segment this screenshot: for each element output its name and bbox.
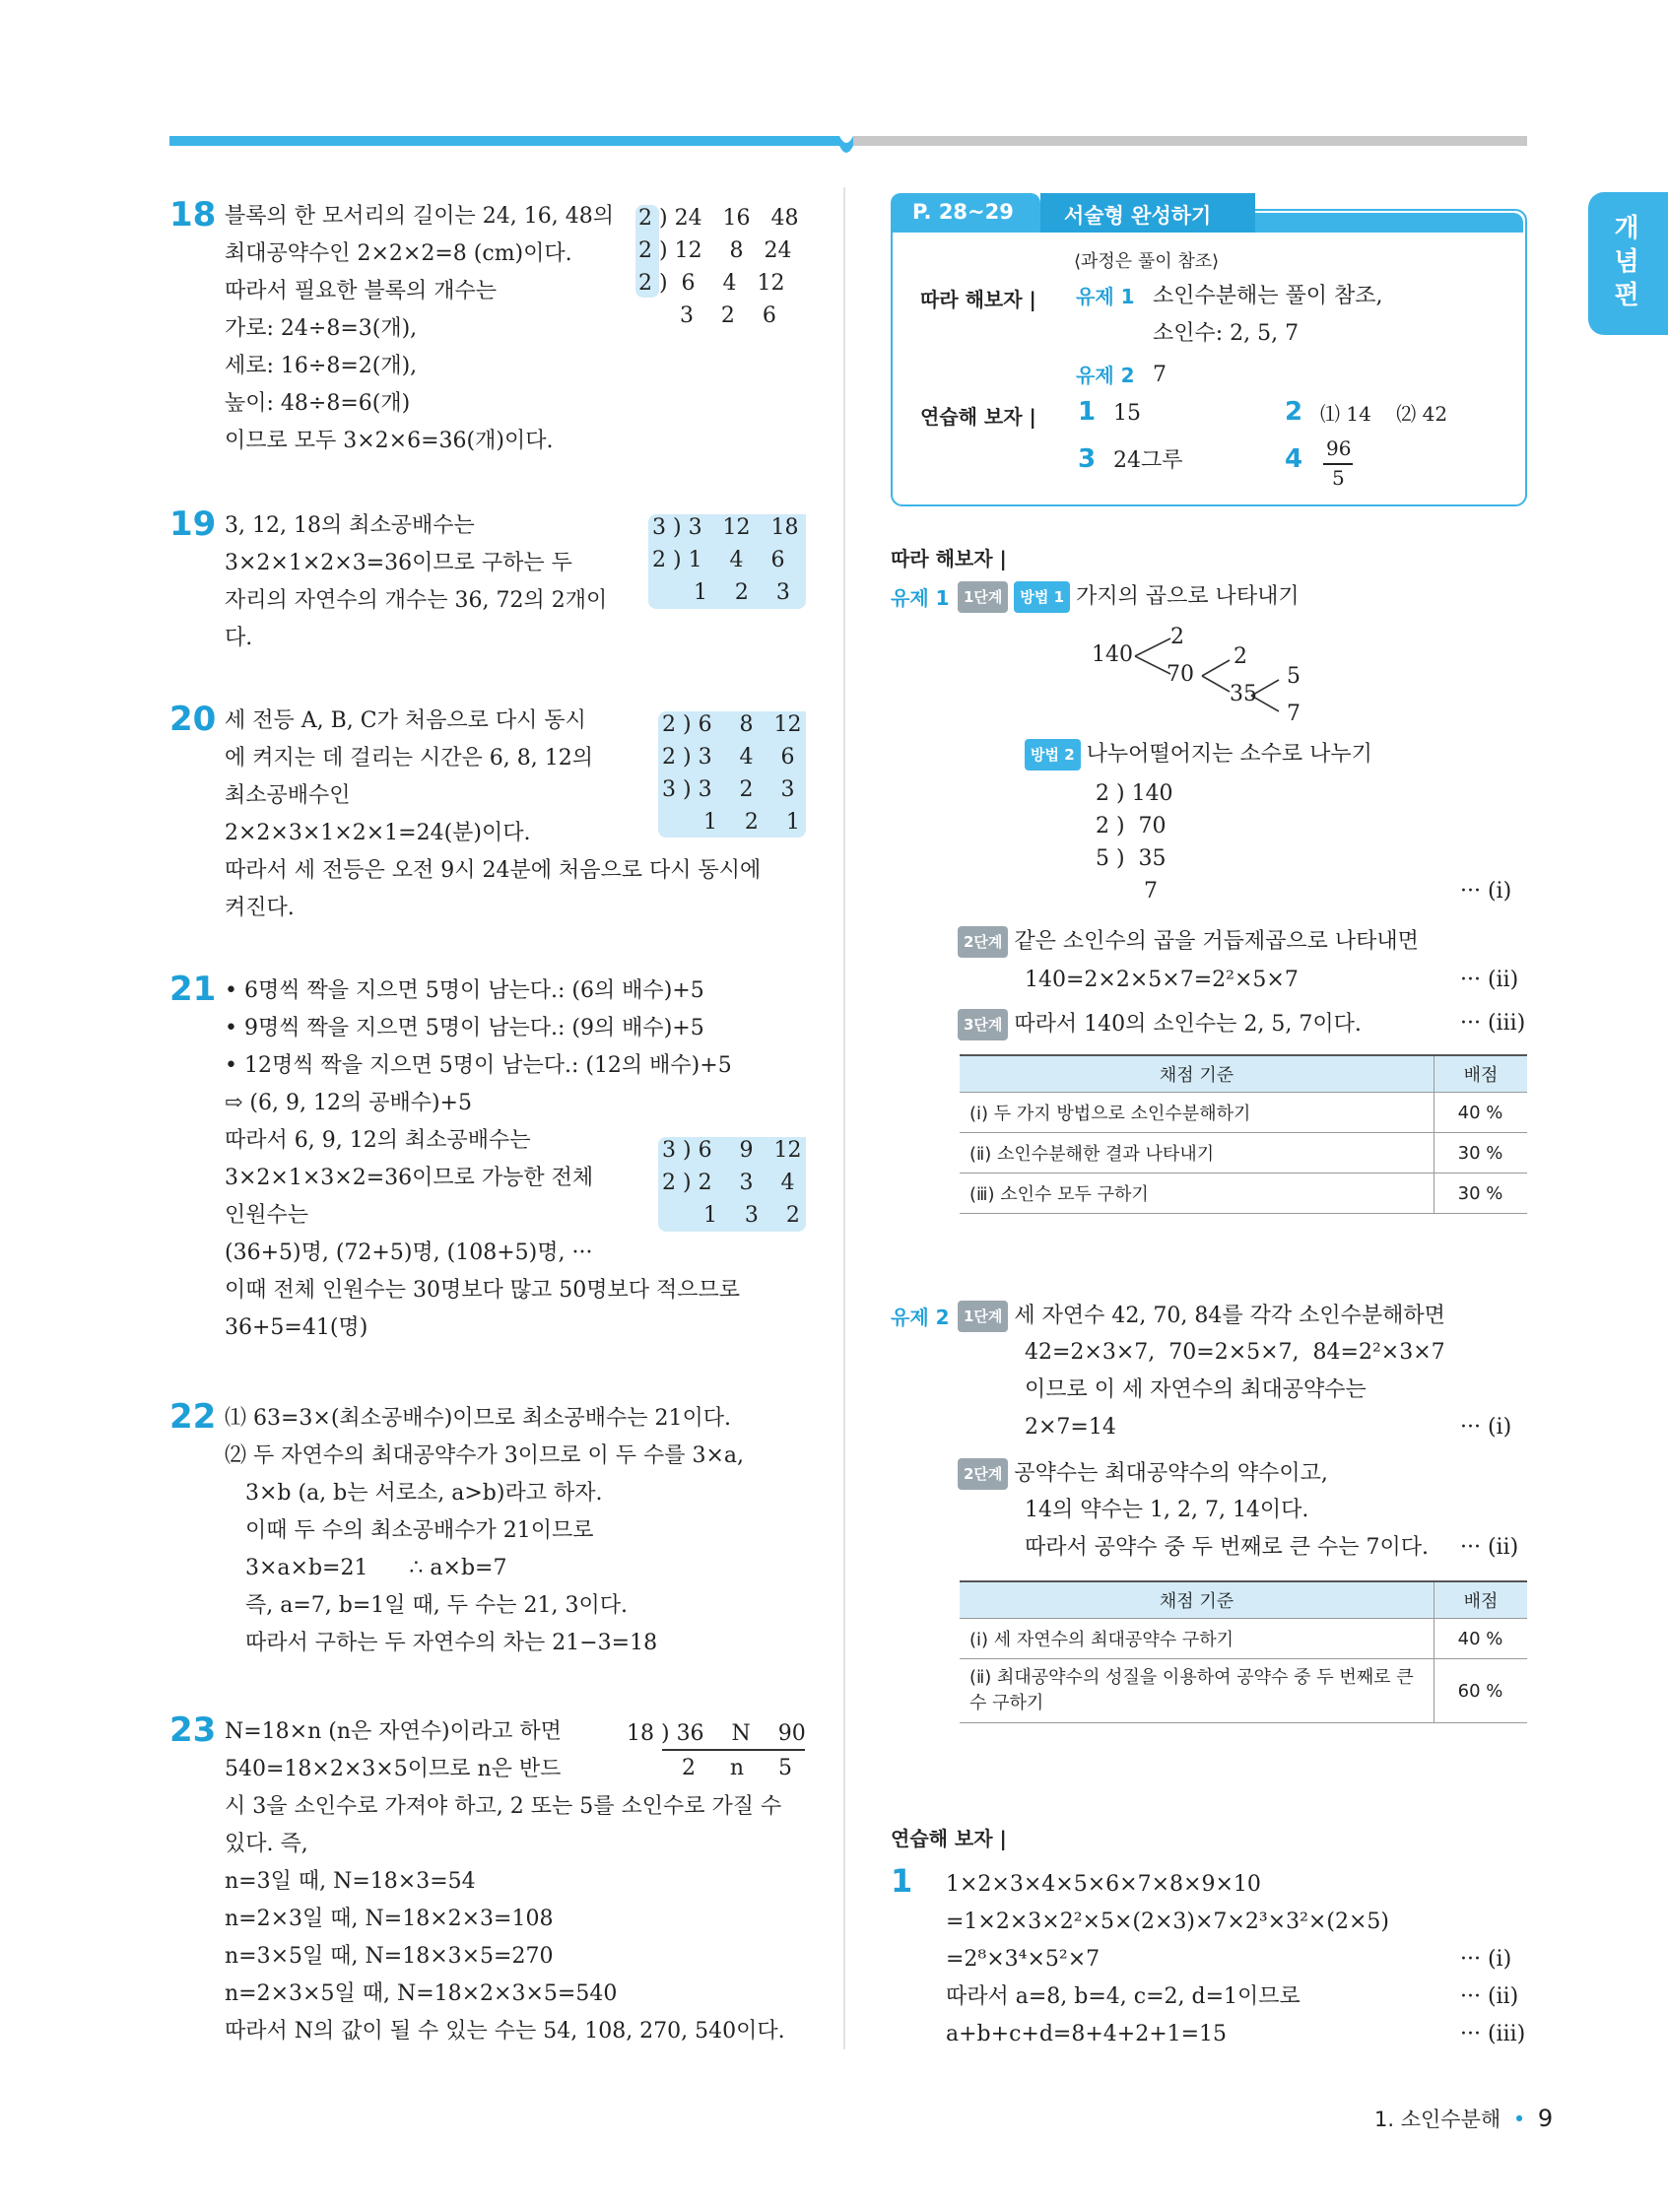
text-line: 가로: 24÷8=3(개), [225,316,418,341]
method-text: 나누어떨어지는 소수로 나누기 [1086,742,1372,767]
method-badge: 방법 2 [1025,739,1081,771]
practice-line: 따라서 a=8, b=4, c=2, d=1이므로 [946,1984,1301,2009]
table-header: 배점 [1434,1055,1528,1093]
mark-i: ··· (ⅰ) [1460,1947,1512,1972]
side-tab [1588,192,1668,335]
practice-line: a+b+c+d=8+4+2+1=15 [946,2022,1228,2046]
table-cell: (ⅰ) 세 자연수의 최대공약수 구하기 [960,1619,1434,1659]
page-range-label: P. 28~29 [912,200,1014,224]
text-line: 시 3을 소인수로 가져야 하고, 2 또는 5를 소인수로 가질 수 [225,1794,782,1819]
ex2-equation: 42=2×3×7, 70=2×5×7, 84=2²×3×7 [1025,1340,1445,1365]
method-text: 가지의 곱으로 나타내기 [1076,584,1300,609]
answer-number: 1 [1078,397,1097,427]
ex1-label: 유제 1 [1076,285,1135,308]
follow-heading: 따라 해보자 | [891,547,1007,570]
tree-node: 2 [1170,625,1184,649]
ladder-row: 5 ) 35 [1096,846,1167,871]
mark-iii: ··· (ⅲ) [1460,1011,1526,1036]
text-line: 이때 두 수의 최소공배수가 21이므로 [225,1518,594,1543]
scoring-table-2 [960,1580,1527,1723]
ladder-row: 2 ) 6 8 12 [662,712,802,737]
mark-ii: ··· (ⅱ) [1460,1984,1519,2009]
text-line: n=3×5일 때, N=18×3×5=270 [225,1944,554,1969]
ex2-text: 따라서 공약수 중 두 번째로 큰 수는 7이다. [1025,1535,1429,1560]
ladder-row: 1 2 1 [662,810,800,835]
table-cell: 30 % [1434,1133,1528,1173]
ladder-row: 1 3 2 [662,1203,800,1228]
ladder-row: 2 ) 140 [1096,781,1173,806]
table-cell: 40 % [1434,1093,1528,1133]
ladder-row: 3 ) 3 12 18 [652,515,799,540]
mark-i: ··· (ⅰ) [1460,879,1512,904]
ladder-row: 18 ) 36 N 90 [627,1721,806,1746]
table-cell: 60 % [1434,1659,1528,1723]
text-line: 세로: 16÷8=2(개), [225,354,418,378]
answer-value: 24그루 [1113,448,1183,473]
ladder-rule [662,1749,805,1751]
text-line: 540=18×2×3×5이므로 n은 반드 [225,1757,562,1781]
step-text: 따라서 140의 소인수는 2, 5, 7이다. [1014,1012,1362,1037]
follow-label: 따라 해보자 | [920,288,1036,311]
side-tab-label: 개념편 [1614,214,1639,310]
method-badge: 방법 1 [1014,581,1070,613]
table-cell: (ⅱ) 소인수분해한 결과 나타내기 [960,1133,1434,1173]
top-bar-right [853,136,1527,146]
text-line: n=2×3×5일 때, N=18×2×3×5=540 [225,1981,618,2006]
practice-line: =1×2×3×2²×5×(2×3)×7×2³×3²×(2×5) [946,1910,1389,1934]
method2-row [1025,739,1372,771]
ex2-text: 14의 약수는 1, 2, 7, 14이다. [1025,1498,1309,1522]
ladder-row: 2 ) 6 4 12 [638,271,785,296]
practice-heading: 연습해 보자 | [891,1827,1007,1850]
ex2-label: 유제 2 [891,1306,950,1329]
text-line: 최대공약수인 2×2×2=8 (cm)이다. [225,241,572,266]
table-cell: 30 % [1434,1173,1528,1214]
step-badge: 3단계 [958,1009,1008,1040]
tree-node: 70 [1167,662,1194,687]
section-title: 서술형 완성하기 [1064,204,1212,228]
ladder-row: 3 ) 6 9 12 [662,1138,802,1163]
text-line: 3×a×b=21 ∴ a×b=7 [225,1556,507,1580]
practice-line: 1×2×3×4×5×6×7×8×9×10 [946,1872,1261,1897]
text-line: 세 전등 A, B, C가 처음으로 다시 동시 [225,708,586,733]
ladder-row: 7 [1096,879,1158,904]
text-line: 다. [225,626,253,650]
ex2-label: 유제 2 [1076,364,1135,387]
step-text: 세 자연수 42, 70, 84를 각각 소인수분해하면 [1014,1304,1445,1328]
tree-node: 5 [1287,664,1301,689]
text-line: 따라서 6, 9, 12의 최소공배수는 [225,1128,531,1153]
problem-number: 21 [169,970,217,1009]
ex1-step2-row [958,926,1419,958]
text-line: 따라서 필요한 블록의 개수는 [225,279,498,303]
text-line: 즉, a=7, b=1일 때, 두 수는 21, 3이다. [225,1593,628,1618]
fraction-numerator: 96 [1326,436,1352,460]
text-line: ⑴ 63=3×(최소공배수)이므로 최소공배수는 21이다. [225,1406,732,1431]
ex2-equation: 2×7=14 [1025,1415,1116,1440]
text-line: 3×b (a, b는 서로소, a>b)라고 하자. [225,1481,603,1506]
table-cell: (ⅰ) 두 가지 방법으로 소인수분해하기 [960,1093,1434,1133]
text-line: 이때 전체 인원수는 30명보다 많고 50명보다 적으므로 [225,1278,740,1303]
text-line: 따라서 구하는 두 자연수의 차는 21−3=18 [225,1631,658,1655]
text-line: 인원수는 [225,1203,309,1228]
page-range-tab [891,193,1040,233]
factor-tree [1084,619,1320,733]
step-text: 공약수는 최대공약수의 약수이고, [1014,1461,1328,1486]
problem-number: 23 [169,1710,217,1750]
table-header: 채점 기준 [960,1581,1434,1619]
text-line: n=3일 때, N=18×3=54 [225,1869,476,1894]
text-line: N=18×n (n은 자연수)이라고 하면 [225,1719,562,1744]
table-row [960,1093,1527,1133]
text-line: 있다. 즉, [225,1832,308,1856]
tree-node: 35 [1230,682,1257,706]
text-line: 따라서 N의 값이 될 수 있는 수는 54, 108, 270, 540이다. [225,2019,785,2044]
table-row [960,1133,1527,1173]
text-line: 따라서 세 전등은 오전 9시 24분에 처음으로 다시 동시에 [225,858,762,883]
ladder-row: 2 ) 70 [1096,814,1167,838]
ex1-step3-row [958,1009,1362,1040]
step2-equation: 140=2×2×5×7=2²×5×7 [1025,968,1299,992]
step-badge: 1단계 [958,581,1008,613]
section-title-tab [1040,193,1255,233]
table-row [960,1659,1527,1723]
ex2-text: 이므로 이 세 자연수의 최대공약수는 [1025,1377,1367,1402]
practice-line: =2⁸×3⁴×5²×7 [946,1947,1101,1972]
mark-ii: ··· (ⅱ) [1460,968,1519,992]
ladder-row: 3 ) 3 2 3 [662,777,795,802]
text-line: ⇨ (6, 9, 12의 공배수)+5 [225,1091,472,1115]
ex1-label: 유제 1 [891,586,950,610]
text-line: 36+5=41(명) [225,1315,368,1340]
tree-node: 7 [1287,702,1301,726]
answer-number: 4 [1285,444,1303,474]
text-line: 3, 12, 18의 최소공배수는 [225,513,475,538]
ladder-row: 2 n 5 [627,1756,793,1780]
ex1-step1-row [958,581,1300,613]
text-line: 자리의 자연수의 개수는 36, 72의 2개이 [225,588,608,613]
column-divider [843,187,845,2049]
fraction-denominator: 5 [1332,466,1345,490]
table-cell: (ⅱ) 최대공약수의 성질을 이용하여 공약수 중 두 번째로 큰 수 구하기 [960,1659,1434,1723]
text-line: (36+5)명, (72+5)명, (108+5)명, ··· [225,1240,593,1265]
text-line: 3×2×1×2×3=36이므로 구하는 두 [225,551,572,575]
top-bar-left [169,136,839,146]
text-line: ⑵ 두 자연수의 최대공약수가 3이므로 이 두 수를 3×a, [225,1443,745,1468]
tree-node: 2 [1234,644,1247,669]
text-line: • 12명씩 짝을 지으면 5명이 남는다.: (12의 배수)+5 [225,1053,732,1078]
step-badge: 2단계 [958,1458,1008,1490]
ladder-row: 2 ) 1 4 6 [652,548,785,572]
problem-number: 19 [169,504,217,544]
ladder-row: 2 ) 2 3 4 [662,1171,795,1195]
table-row [960,1619,1527,1659]
section-title-bar [1255,213,1523,233]
text-line: 3×2×1×3×2=36이므로 가능한 전체 [225,1166,594,1190]
ladder-row: 1 2 3 [652,580,790,605]
practice-label: 연습해 보자 | [920,405,1036,429]
page-number: 9 [1537,2105,1554,2132]
problem-number: 18 [169,195,217,235]
ladder-row: 2 ) 3 4 6 [662,745,795,770]
problem-number: 1 [891,1862,913,1900]
footer-bullet: • [1512,2108,1526,2131]
table-row [960,1173,1527,1214]
text-line: • 9명씩 짝을 지으면 5명이 남는다.: (9의 배수)+5 [225,1016,704,1040]
step-badge: 2단계 [958,926,1008,958]
ladder-row: 3 2 6 [638,303,776,328]
text-line: 높이: 48÷8=6(개) [225,391,411,416]
mark-ii: ··· (ⅱ) [1460,1535,1519,1560]
text-line: 에 켜지는 데 걸리는 시간은 6, 8, 12의 [225,746,593,771]
chapter-title: 1. 소인수분해 [1374,2108,1501,2131]
table-header: 채점 기준 [960,1055,1434,1093]
answer-number: 3 [1078,444,1097,474]
mark-iii: ··· (ⅲ) [1460,2022,1526,2046]
answer-value: ⑴ 14 ⑵ 42 [1320,402,1448,426]
note: ⟨과정은 풀이 참조⟩ [1074,251,1220,272]
table-header: 배점 [1434,1581,1528,1619]
step-text: 같은 소인수의 곱을 거듭제곱으로 나타내면 [1014,929,1419,954]
table-cell: 40 % [1434,1619,1528,1659]
table-cell: (ⅲ) 소인수 모두 구하기 [960,1173,1434,1214]
text-line: 최소공배수인 [225,783,351,808]
text-line: 이므로 모두 3×2×6=36(개)이다. [225,429,554,453]
answer-number: 2 [1285,397,1303,427]
text-line: 켜진다. [225,896,295,920]
ladder-row: 2 ) 24 16 48 [638,206,799,231]
ex1-answer-2: 소인수: 2, 5, 7 [1153,321,1300,346]
problem-number: 22 [169,1397,217,1437]
tree-node: 140 [1092,642,1133,667]
ex2-answer: 7 [1153,363,1167,387]
text-line: n=2×3일 때, N=18×2×3=108 [225,1907,554,1931]
problem-number: 20 [169,700,217,739]
page-footer [1374,2104,1553,2133]
text-line: 블록의 한 모서리의 길이는 24, 16, 48의 [225,204,614,229]
ex2-step1-row [958,1301,1445,1332]
text-line: 2×2×3×1×2×1=24(분)이다. [225,821,531,845]
mark-i: ··· (ⅰ) [1460,1415,1512,1440]
answer-value: 15 [1113,401,1141,426]
step-badge: 1단계 [958,1301,1008,1332]
ex2-step2-row [958,1458,1328,1490]
scoring-table-1 [960,1054,1527,1214]
ex1-answer: 소인수분해는 풀이 참조, [1153,284,1383,308]
ladder-row: 2 ) 12 8 24 [638,238,792,263]
text-line: • 6명씩 짝을 지으면 5명이 남는다.: (6의 배수)+5 [225,978,704,1003]
